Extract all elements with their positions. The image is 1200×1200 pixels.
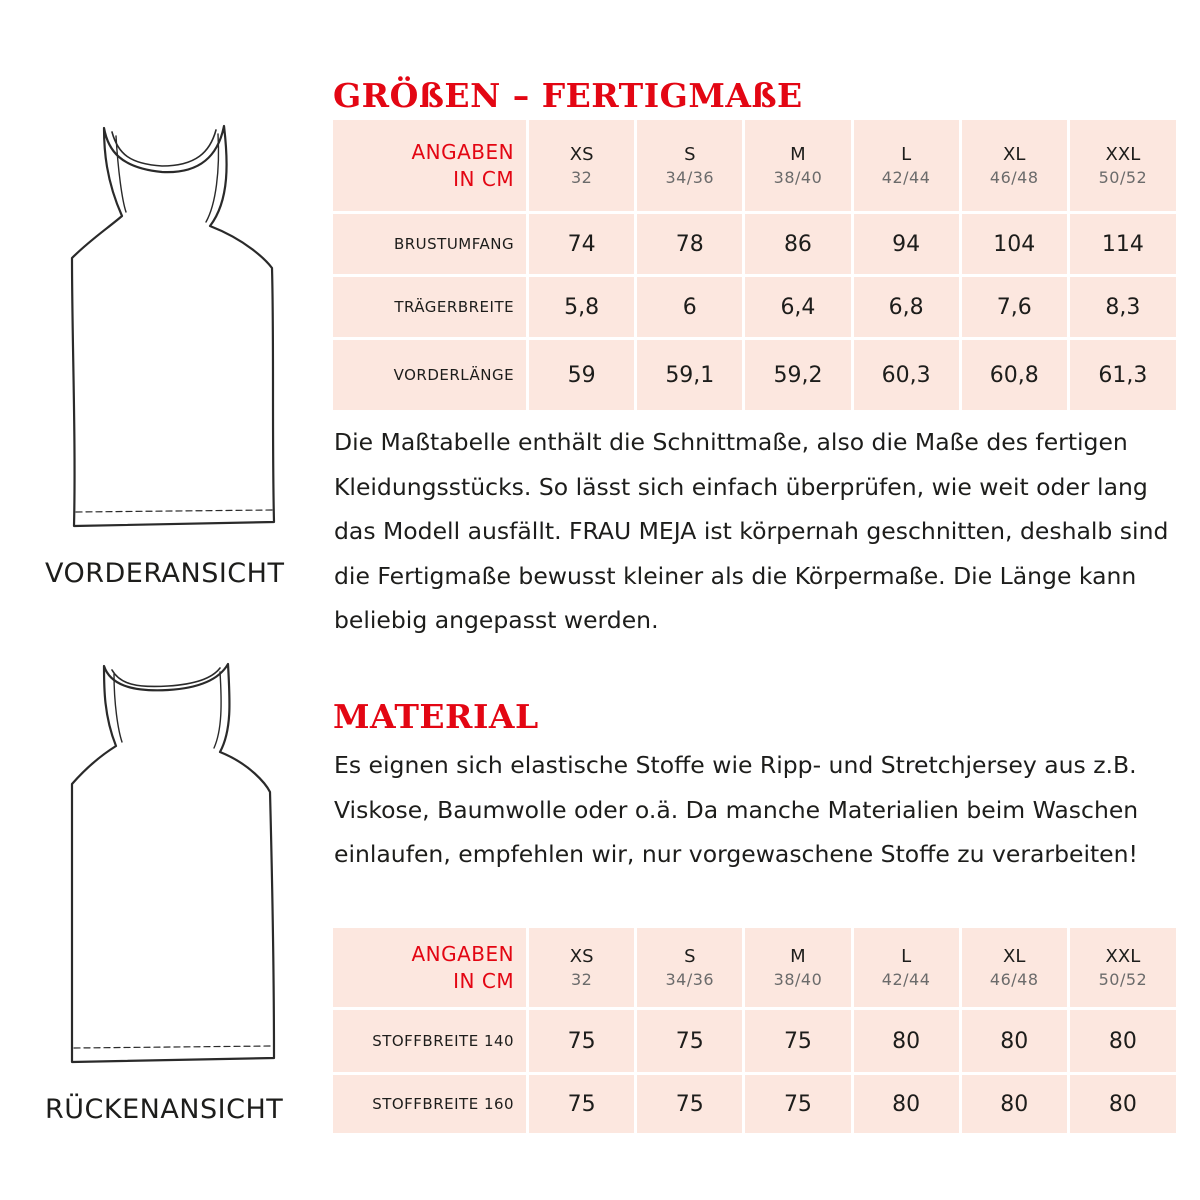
value-cell: 74 [529,214,634,274]
size-number: 32 [570,969,593,989]
value-cell: 59,1 [637,340,742,410]
header-label-line2: IN CM [453,166,515,191]
size-number: 50/52 [1098,167,1148,187]
header-label-cell [333,120,526,211]
size-column-header [529,928,634,1007]
value-cell: 75 [637,1075,742,1133]
row-label: STOFFBREITE 140 [333,1010,526,1072]
row-label: VORDERLÄNGE [333,340,526,410]
size-column-header [637,928,742,1007]
size-code: L [901,945,912,967]
table-row [333,277,1176,337]
value-cell: 78 [637,214,742,274]
value-cell: 86 [745,214,850,274]
size-code: XS [569,945,594,967]
front-view-drawing [60,120,290,545]
material-description-paragraph: Es eignen sich elastische Stoffe wie Ripp- und Stretchjersey aus z.B. Viskose, Baumwolle oder o.ä. Da manche Materialien beim Waschen einlaufen, empfehlen wir, nur vorgewaschene Stoffe zu verarbeiten! [334,751,1139,868]
value-cell: 6,4 [745,277,850,337]
front-tank-top-illustration [60,120,290,545]
garment-views [0,0,330,1200]
size-column-header [854,928,959,1007]
value-cell: 75 [745,1075,850,1133]
size-number: 42/44 [881,969,931,989]
value-cell: 75 [529,1010,634,1072]
size-number: 42/44 [881,167,931,187]
value-cell: 60,8 [962,340,1067,410]
value-cell: 75 [529,1075,634,1133]
value-cell: 7,6 [962,277,1067,337]
size-code: L [901,143,912,165]
value-cell: 75 [637,1010,742,1072]
row-label: TRÄGERBREITE [333,277,526,337]
back-view-drawing [60,660,290,1080]
size-code: S [684,945,696,967]
size-column-header [1070,928,1176,1007]
value-cell: 5,8 [529,277,634,337]
size-number: 34/36 [665,969,715,989]
table-row [333,340,1176,410]
size-column-header [745,928,850,1007]
value-cell: 6,8 [854,277,959,337]
size-number: 32 [570,167,593,187]
header-label-line1: ANGABEN [411,941,515,966]
table-row [333,1075,1176,1133]
back-tank-top-illustration [60,660,290,1080]
row-label: BRUSTUMFANG [333,214,526,274]
size-code: XL [1003,143,1026,165]
back-view-label: RÜCKENANSICHT [45,1094,284,1125]
size-column-header [854,120,959,211]
size-code: XL [1003,945,1026,967]
row-label: STOFFBREITE 160 [333,1075,526,1133]
value-cell: 6 [637,277,742,337]
size-code: M [790,945,806,967]
size-number: 34/36 [665,167,715,187]
size-number: 50/52 [1098,969,1148,989]
size-code: XXL [1105,945,1141,967]
size-column-header [1070,120,1176,211]
fabric-table-header-row [333,928,1176,1007]
size-number: 38/40 [773,969,823,989]
value-cell: 80 [962,1010,1067,1072]
value-cell: 61,3 [1070,340,1176,410]
value-cell: 80 [854,1010,959,1072]
value-cell: 104 [962,214,1067,274]
size-column-header [745,120,850,211]
front-view-label: VORDERANSICHT [45,558,285,589]
value-cell: 80 [854,1075,959,1133]
size-number: 38/40 [773,167,823,187]
value-cell: 59,2 [745,340,850,410]
value-cell: 80 [962,1075,1067,1133]
header-label-line2: IN CM [453,968,515,993]
table-row [333,1010,1176,1072]
value-cell: 59 [529,340,634,410]
fabric-width-table [330,925,1179,1136]
table-row [333,214,1176,274]
material-heading: MATERIAL [333,697,539,736]
value-cell: 75 [745,1010,850,1072]
header-label-line1: ANGABEN [411,139,515,164]
value-cell: 80 [1070,1010,1176,1072]
size-column-header [637,120,742,211]
header-label-cell [333,928,526,1007]
size-column-header [529,120,634,211]
sizes-heading: GRÖßEN – FERTIGMAßE [333,76,803,115]
value-cell: 60,3 [854,340,959,410]
size-table [330,117,1179,413]
size-description-paragraph: Die Maßtabelle enthält die Schnittmaße, also die Maße des fertigen Kleidungsstücks. So lässt sich einfach überprüfen, wie weit oder lang das Modell ausfällt. FRAU MEJA ist körpernah geschnitten, deshalb sind die Fertigmaße bewusst kleiner als die Körpermaße. Die Länge kann beliebig angepasst werden. [334,428,1169,634]
value-cell: 80 [1070,1075,1176,1133]
size-code: XXL [1105,143,1141,165]
size-number: 46/48 [989,167,1039,187]
size-code: XS [569,143,594,165]
size-number: 46/48 [989,969,1039,989]
value-cell: 94 [854,214,959,274]
value-cell: 8,3 [1070,277,1176,337]
size-code: M [790,143,806,165]
value-cell: 114 [1070,214,1176,274]
size-code: S [684,143,696,165]
size-column-header [962,120,1067,211]
size-table-header-row [333,120,1176,211]
size-column-header [962,928,1067,1007]
